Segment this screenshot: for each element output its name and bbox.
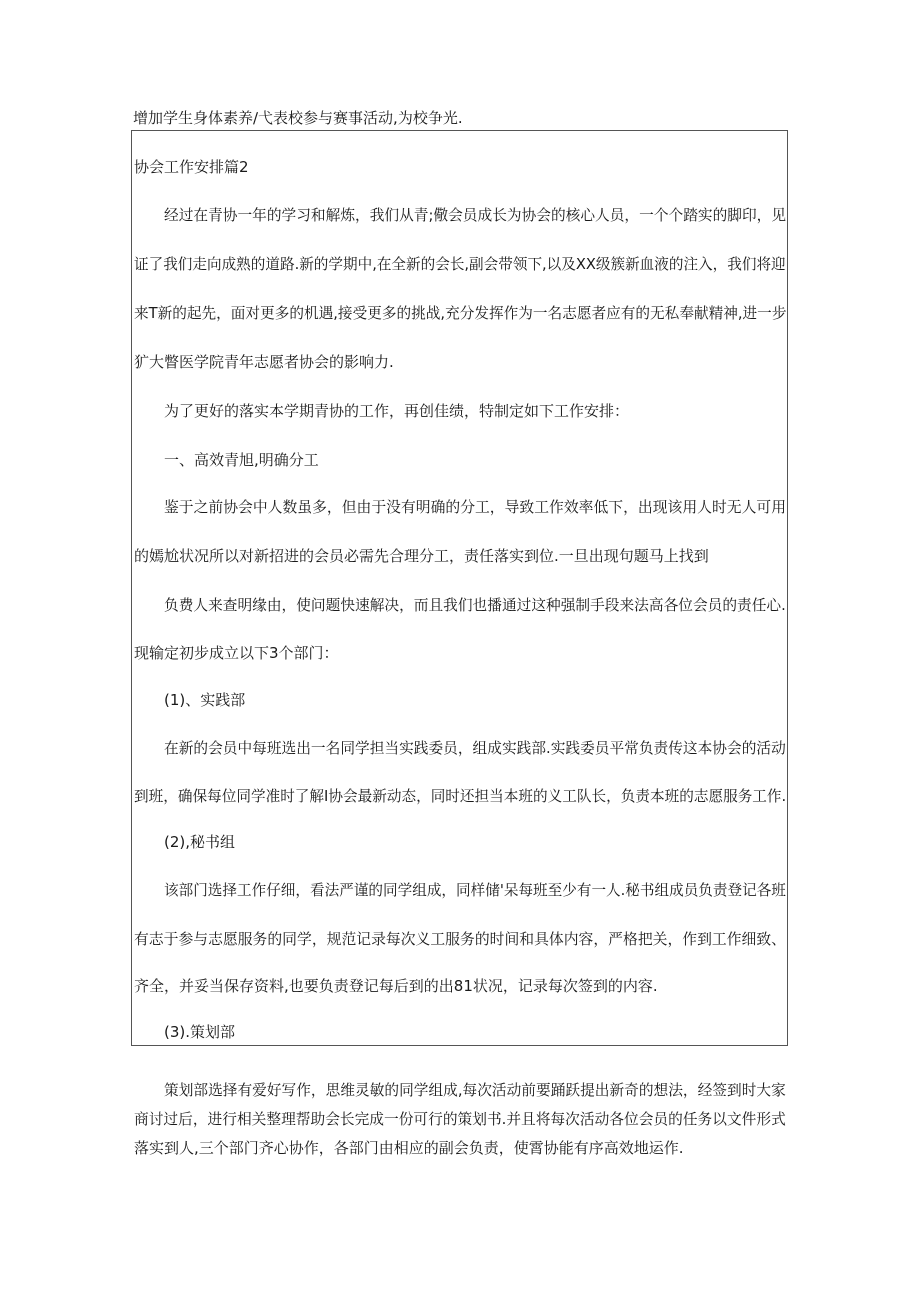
paragraph-line: 证了我们走向成熟的道路.新的学期中,在全新的会长,副会带领下,以及XX级簇新血液的注入，我们将迎 xyxy=(134,255,786,273)
paragraph-line: 犷大瞥医学院青年志愿者协会的影响力. xyxy=(134,353,394,371)
paragraph-line: 落实到人,三个部门齐心协作，各部门由相应的副会负责，使霄协能有序高效地运作. xyxy=(134,1139,684,1157)
paragraph-line: 有志于参与志愿服务的同学，规范记录每次义工服务的时间和具体内容，严格把关，作到工作细致、 xyxy=(134,930,787,948)
paragraph-line: 在新的会员中每班选出一名同学担当实践委员，组成实践部.实践委员平常负责传这本协会的活动 xyxy=(164,739,786,757)
paragraph-line: 策划部选择有爱好写作，思维灵敏的同学组成,每次活动前要踊跃提出新奇的想法，经签到时大家 xyxy=(164,1081,786,1099)
paragraph-line: 齐全，并妥当保存资料,也要负责登记每后到的出81状况，记录每次签到的内容. xyxy=(134,977,658,995)
paragraph-line: 该部门选择工作仔细，看法严谨的同学组成，同样储'呆每班至少有一人.秘书组成员负责登记各班 xyxy=(164,881,786,899)
section-heading: 协会工作安排篇2 xyxy=(134,158,249,176)
top-line: 增加学生身体素养∕弋表校参与赛事活动,为校争光. xyxy=(133,109,463,127)
paragraph-line: 为了更好的落实本学期青协的工作，再创佳绩，特制定如下工作安排： xyxy=(164,402,630,420)
paragraph-line: 负费人来查明缘由，使问题快速解决，而且我们也播通过这种强制手段来法高各位会员的责任心. xyxy=(164,596,786,614)
department-title: (1)、实践部 xyxy=(164,691,246,709)
paragraph-line: 现输定初步成立以下3个部门： xyxy=(134,644,339,662)
paragraph-line: 到班，确保每位同学准时了解I协会最新动态，同时还担当本班的义工队长，负责本班的志愿服务工作. xyxy=(134,787,787,805)
paragraph-line: 来T新的起先，面对更多的机遇,接受更多的挑战,充分发挥作为一名志愿者应有的无私奉献精神,进一步 xyxy=(134,304,787,322)
department-title: (2),秘书组 xyxy=(164,833,236,851)
paragraph-line: 经过在青协一年的学习和解炼，我们从青;儆会员成长为协会的核心人员，一个个踏实的脚印，见 xyxy=(164,206,787,224)
department-title: (3).策划部 xyxy=(164,1023,236,1041)
paragraph-line: 鉴于之前协会中人数虽多，但由于没有明确的分工，导致工作效率低下，出现该用人时无人可用 xyxy=(164,498,787,516)
section-title: 一、高效青旭,明确分工 xyxy=(164,451,319,469)
paragraph-line: 商讨过后，进行相关整理帮助会长完成一份可行的策划书.并且将每次活动各位会员的任务以文件形式 xyxy=(134,1110,786,1128)
paragraph-line: 的嫣尬状况所以对新招进的会员必需先合理分工，责任落实到位.一旦出现句题马上找到 xyxy=(134,547,709,565)
